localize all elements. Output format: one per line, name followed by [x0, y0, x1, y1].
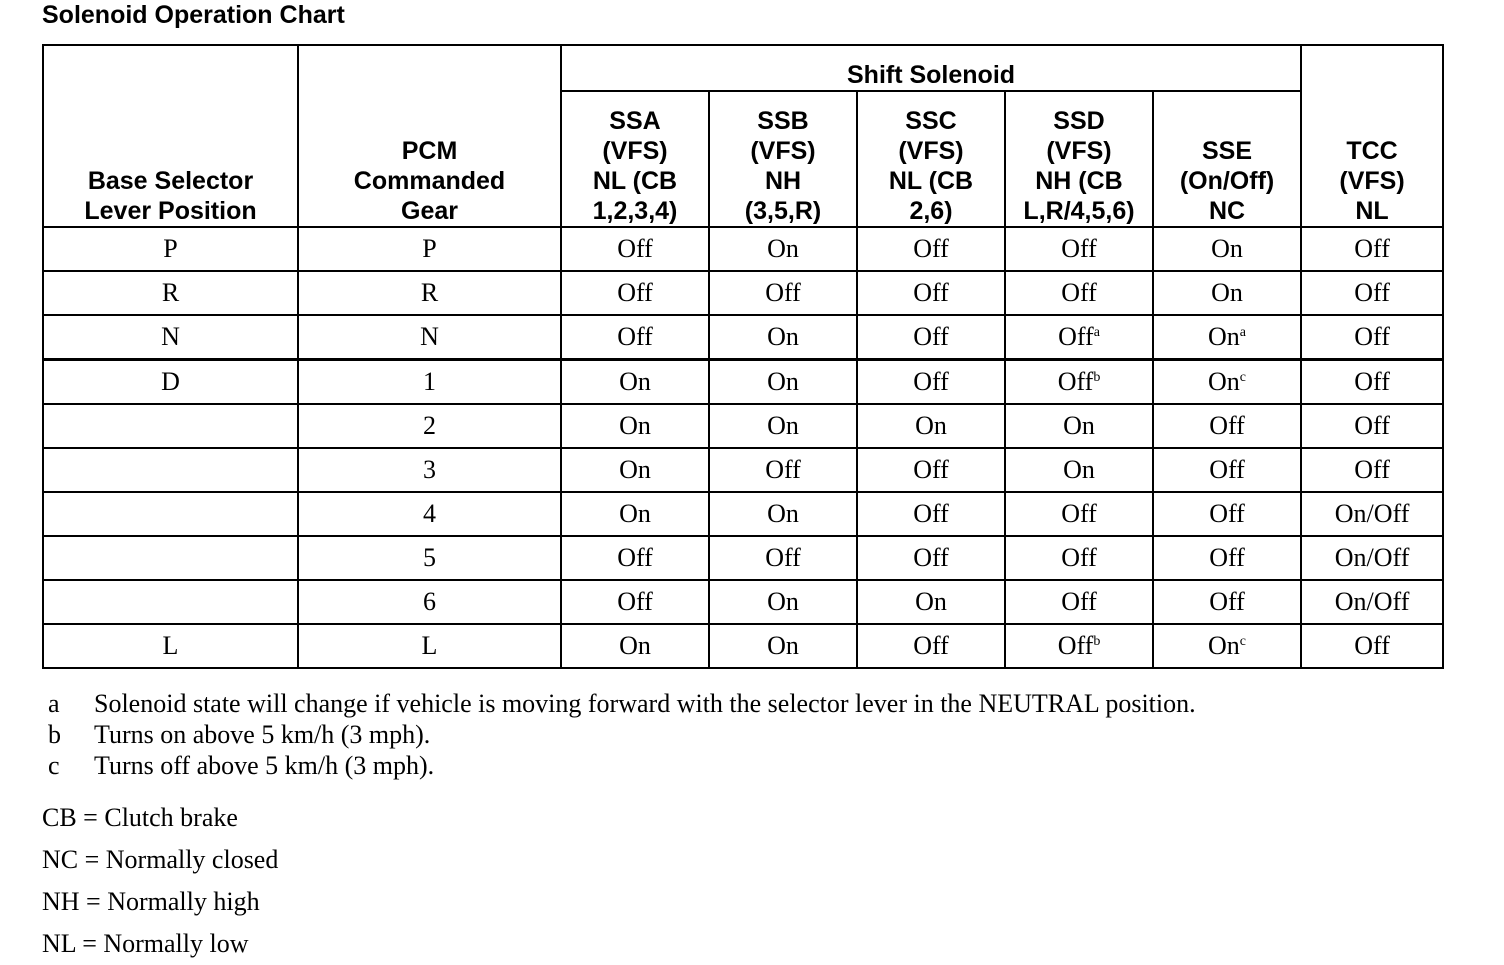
cell-value: On: [1063, 411, 1095, 440]
cell-ssa: [561, 580, 709, 624]
footnote-marker: a: [1093, 325, 1100, 340]
cell-value: Off: [765, 278, 801, 307]
cell-gear: 3: [298, 448, 561, 492]
cell-value: Off: [1061, 278, 1097, 307]
cell-value: Off: [617, 543, 653, 572]
table-body: [43, 227, 1443, 668]
cell-ssd: [1005, 536, 1153, 580]
cell-value: Off: [1061, 234, 1097, 263]
cell-ssd: [1005, 580, 1153, 624]
cell-ssc: [857, 404, 1005, 448]
cell-sse: [1153, 360, 1301, 405]
header-ssb: SSB (VFS) NH (3,5,R): [709, 91, 857, 227]
footnote-marker: b: [1093, 370, 1101, 385]
cell-gear: 4: [298, 492, 561, 536]
table-row: [43, 580, 1443, 624]
footnotes: [48, 688, 1196, 781]
cell-sse: [1153, 624, 1301, 668]
cell-value: Off: [1354, 455, 1390, 484]
cell-tcc: [1301, 271, 1443, 315]
cell-selector: [43, 404, 298, 448]
cell-value: On: [1063, 455, 1095, 484]
cell-ssb: [709, 360, 857, 405]
cell-value: On: [619, 499, 651, 528]
cell-ssc: [857, 580, 1005, 624]
cell-value: Off: [913, 499, 949, 528]
cell-ssa: [561, 227, 709, 271]
cell-value: Off: [1061, 543, 1097, 572]
cell-ssa: [561, 360, 709, 405]
cell-ssd: [1005, 227, 1153, 271]
cell-gear: R: [298, 271, 561, 315]
cell-selector: L: [43, 624, 298, 668]
cell-ssd: [1005, 271, 1153, 315]
cell-value: On: [619, 367, 651, 396]
cell-value: Off: [1209, 411, 1245, 440]
cell-sse: [1153, 315, 1301, 360]
cell-value: On/Off: [1334, 543, 1410, 572]
footnote-letter: b: [48, 720, 61, 749]
footnote-letter: a: [48, 689, 60, 718]
cell-ssc: [857, 492, 1005, 536]
cell-sse: [1153, 448, 1301, 492]
cell-value: Off: [617, 322, 653, 351]
cell-selector: N: [43, 315, 298, 360]
cell-ssb: [709, 580, 857, 624]
cell-tcc: [1301, 404, 1443, 448]
cell-ssb: [709, 315, 857, 360]
footnote: [48, 688, 1196, 719]
cell-value: Off: [617, 587, 653, 616]
cell-value: On: [767, 411, 799, 440]
cell-ssa: [561, 315, 709, 360]
cell-value: On: [767, 631, 799, 660]
cell-ssb: [709, 227, 857, 271]
chart-title: Solenoid Operation Chart: [42, 1, 345, 29]
header-shift-solenoid: Shift Solenoid: [561, 45, 1301, 91]
cell-gear: 6: [298, 580, 561, 624]
cell-tcc: [1301, 580, 1443, 624]
footnote: [48, 750, 1196, 781]
header-tcc: TCC (VFS) NL: [1301, 45, 1443, 227]
cell-value: Off: [765, 455, 801, 484]
cell-tcc: [1301, 315, 1443, 360]
cell-ssc: [857, 360, 1005, 405]
cell-value: On: [619, 455, 651, 484]
cell-ssd: [1005, 624, 1153, 668]
cell-gear: N: [298, 315, 561, 360]
cell-value: On: [1211, 234, 1243, 263]
abbreviation-cb: CB = Clutch brake: [42, 803, 238, 832]
abbreviation-nc: NC = Normally closed: [42, 845, 279, 874]
cell-value: Off: [765, 543, 801, 572]
cell-value: Off: [913, 543, 949, 572]
cell-gear: L: [298, 624, 561, 668]
abbreviation-nh: NH = Normally high: [42, 887, 260, 916]
cell-ssc: [857, 536, 1005, 580]
cell-value: On: [915, 411, 947, 440]
cell-value: On: [1208, 322, 1240, 351]
abbreviation-nl: NL = Normally low: [42, 929, 249, 958]
cell-value: Off: [617, 234, 653, 263]
cell-tcc: [1301, 492, 1443, 536]
cell-gear: 1: [298, 360, 561, 405]
cell-sse: [1153, 227, 1301, 271]
cell-ssb: [709, 448, 857, 492]
cell-ssc: [857, 448, 1005, 492]
cell-value: Off: [1354, 322, 1390, 351]
table-row: [43, 404, 1443, 448]
cell-selector: [43, 536, 298, 580]
cell-value: Off: [913, 455, 949, 484]
cell-sse: [1153, 580, 1301, 624]
footnote-text: Solenoid state will change if vehicle is moving forward with the selector lever in the NEUTRAL position.: [94, 689, 1196, 718]
cell-ssc: [857, 271, 1005, 315]
table-row: [43, 492, 1443, 536]
cell-value: Off: [913, 278, 949, 307]
cell-value: On: [767, 322, 799, 351]
cell-value: Off: [913, 367, 949, 396]
header-ssc: SSC (VFS) NL (CB 2,6): [857, 91, 1005, 227]
cell-ssc: [857, 227, 1005, 271]
cell-selector: [43, 580, 298, 624]
cell-ssd: [1005, 315, 1153, 360]
cell-tcc: [1301, 624, 1443, 668]
cell-gear: P: [298, 227, 561, 271]
footnote-text: Turns on above 5 km/h (3 mph).: [94, 720, 431, 749]
cell-value: On/Off: [1334, 587, 1410, 616]
cell-value: On: [767, 499, 799, 528]
cell-ssa: [561, 448, 709, 492]
cell-ssa: [561, 624, 709, 668]
cell-ssa: [561, 271, 709, 315]
footnote-marker: a: [1239, 325, 1247, 340]
cell-ssd: [1005, 492, 1153, 536]
cell-selector: [43, 448, 298, 492]
cell-value: On: [1211, 278, 1243, 307]
cell-value: Off: [1061, 499, 1097, 528]
footnote: [48, 719, 1196, 750]
table-row: [43, 624, 1443, 668]
cell-value: On: [767, 587, 799, 616]
cell-sse: [1153, 492, 1301, 536]
cell-value: Off: [913, 234, 949, 263]
cell-value: On/Off: [1334, 499, 1410, 528]
footnote-text: Turns off above 5 km/h (3 mph).: [94, 751, 435, 780]
cell-value: Off: [913, 631, 949, 660]
table-row: [43, 536, 1443, 580]
cell-tcc: [1301, 536, 1443, 580]
table-row: [43, 448, 1443, 492]
cell-value: On: [619, 411, 651, 440]
cell-tcc: [1301, 360, 1443, 405]
footnote-letter: c: [48, 751, 60, 780]
cell-value: Off: [1057, 631, 1094, 660]
cell-value: Off: [1061, 587, 1097, 616]
table-row: [43, 271, 1443, 315]
cell-ssb: [709, 404, 857, 448]
header-ssd: SSD (VFS) NH (CB L,R/4,5,6): [1005, 91, 1153, 227]
cell-sse: [1153, 536, 1301, 580]
cell-value: On: [1208, 631, 1240, 660]
cell-ssd: [1005, 360, 1153, 405]
cell-selector: R: [43, 271, 298, 315]
cell-value: Off: [1354, 278, 1390, 307]
cell-selector: P: [43, 227, 298, 271]
cell-ssb: [709, 271, 857, 315]
footnote-marker: b: [1093, 634, 1101, 649]
header-selector: Base Selector Lever Position: [43, 45, 298, 227]
cell-selector: D: [43, 360, 298, 405]
cell-value: Off: [1354, 411, 1390, 440]
cell-gear: 5: [298, 536, 561, 580]
cell-sse: [1153, 271, 1301, 315]
cell-sse: [1153, 404, 1301, 448]
cell-ssc: [857, 315, 1005, 360]
cell-value: On: [767, 367, 799, 396]
cell-value: On: [767, 234, 799, 263]
cell-value: On: [915, 587, 947, 616]
table-row: [43, 227, 1443, 271]
cell-ssa: [561, 404, 709, 448]
cell-ssd: [1005, 404, 1153, 448]
cell-value: On: [619, 631, 651, 660]
cell-value: Off: [1354, 367, 1390, 396]
cell-tcc: [1301, 448, 1443, 492]
table-row: [43, 315, 1443, 360]
cell-ssb: [709, 536, 857, 580]
solenoid-operation-table: [42, 44, 1444, 669]
header-gear: PCM Commanded Gear: [298, 45, 561, 227]
cell-value: Off: [1354, 631, 1390, 660]
cell-value: Off: [617, 278, 653, 307]
cell-value: Off: [913, 322, 949, 351]
header-sse: SSE (On/Off) NC: [1153, 91, 1301, 227]
cell-tcc: [1301, 227, 1443, 271]
cell-value: Off: [1058, 322, 1094, 351]
footnote-marker: c: [1239, 370, 1247, 385]
cell-value: Off: [1209, 499, 1245, 528]
cell-value: Off: [1354, 234, 1390, 263]
table-row: [43, 360, 1443, 405]
cell-ssa: [561, 536, 709, 580]
cell-selector: [43, 492, 298, 536]
cell-ssd: [1005, 448, 1153, 492]
cell-ssb: [709, 492, 857, 536]
cell-value: Off: [1209, 587, 1245, 616]
cell-value: Off: [1209, 543, 1245, 572]
cell-gear: 2: [298, 404, 561, 448]
cell-ssa: [561, 492, 709, 536]
cell-value: On: [1208, 367, 1240, 396]
abbreviation-legend: [42, 797, 278, 965]
cell-value: Off: [1057, 367, 1094, 396]
cell-ssc: [857, 624, 1005, 668]
cell-value: Off: [1209, 455, 1245, 484]
cell-ssb: [709, 624, 857, 668]
footnote-marker: c: [1239, 634, 1247, 649]
header-ssa: SSA (VFS) NL (CB 1,2,3,4): [561, 91, 709, 227]
